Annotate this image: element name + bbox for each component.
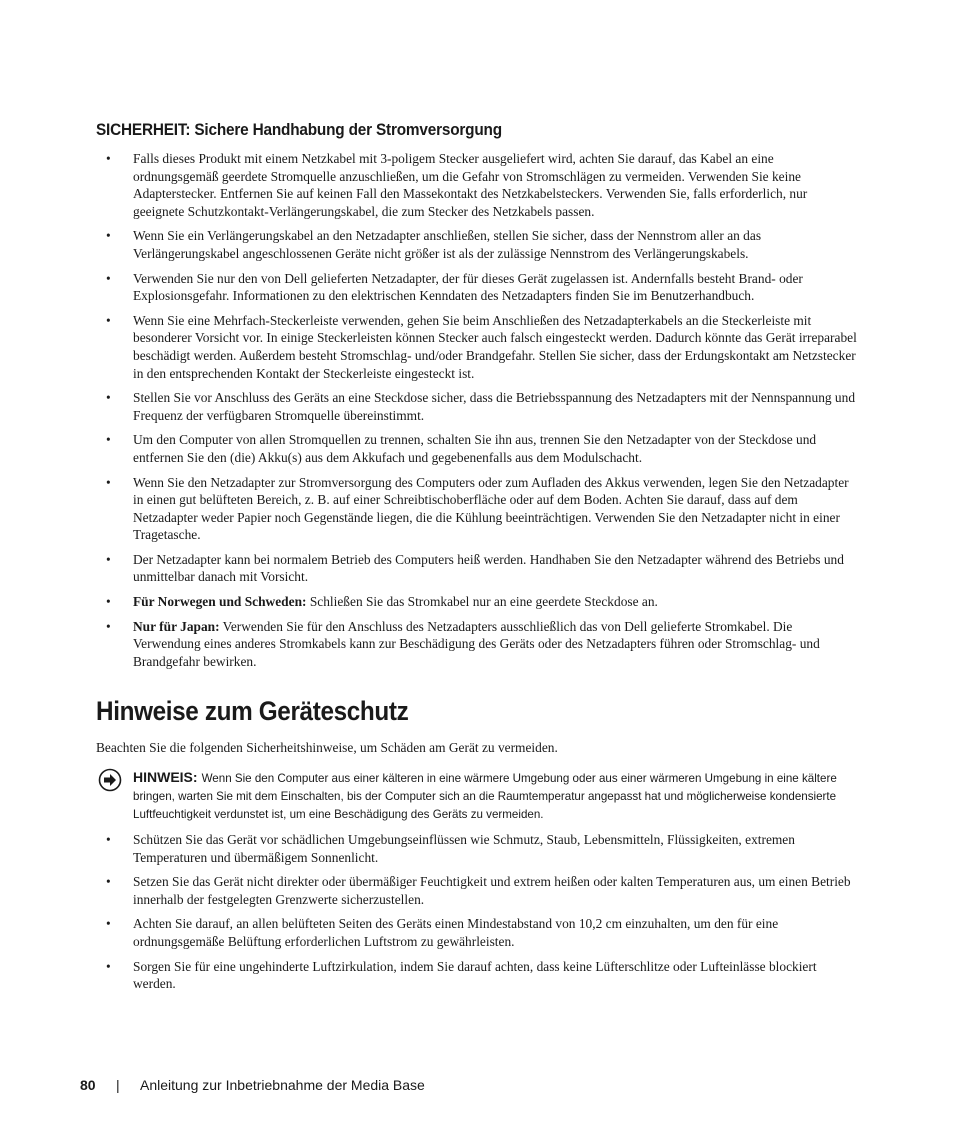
intro-paragraph: Beachten Sie die folgenden Sicherheitshinweise, um Schäden am Gerät zu vermeiden.	[96, 740, 558, 756]
list-item: • Der Netzadapter kann bei normalem Betrieb des Computers heiß werden. Handhaben Sie den Netzadapter während des Betriebs und unmittelbar danach mit Vorsicht.	[106, 551, 844, 585]
note-block	[96, 768, 858, 824]
list-item: • Verwenden Sie nur den von Dell gelieferten Netzadapter, der für dieses Gerät zugelassen ist. Andernfalls besteht Brand- oder Explosionsgefahr. Informationen zu den elektrischen Kenndaten des Netzadapters finden Sie im Benutzerhandbuch.	[106, 270, 803, 304]
list-item: • Stellen Sie vor Anschluss des Geräts an eine Steckdose sicher, dass die Betriebsspannung des Netzadapters mit der Nennspannung und Frequenz der verfügbaren Stromquelle übereinstimmt.	[106, 390, 856, 423]
list-item: • Achten Sie darauf, an allen belüfteten Seiten des Geräts einen Mindestabstand von 10,2 cm einzuhalten, um den für eine ordnungsgemäße Belüftung erforderlichen Luftstrom zu gewährleisten.	[106, 916, 779, 949]
list-item: • Sorgen Sie für eine ungehinderte Luftzirkulation, indem Sie darauf achten, dass keine Lüfterschlitze oder Lufteinlässe blockiert werden.	[106, 958, 817, 992]
page-number: 80	[80, 1077, 96, 1093]
protection-bullet-list	[96, 831, 858, 993]
section-heading-safety: SICHERHEIT: Sichere Handhabung der Stromversorgung	[96, 121, 502, 139]
list-item: • Schützen Sie das Gerät vor schädlichen Umgebungseinflüssen wie Schmutz, Staub, Lebensmitteln, Flüssigkeiten, extremen Temperaturen und übermäßigem Sonnenlicht.	[106, 832, 795, 865]
page-content	[96, 121, 858, 1000]
note-text: Wenn Sie den Computer aus einer kälteren in eine wärmere Umgebung oder aus einer wärmeren Umgebung in eine kältere bringen, warten Sie mit dem Einschalten, bis der Computer sich an die Raumtemperatur angepasst hat und möglicherweise kondensierte Luftfeuchtigkeit verdunstet ist, um eine Beschädigung des Geräts zu vermeiden.	[133, 772, 837, 822]
list-item: • Setzen Sie das Gerät nicht direkter oder übermäßiger Feuchtigkeit und extrem heißen oder kalten Temperaturen aus, um einen Betrieb innerhalb der festgelegten Grenzwerte sicherzustellen.	[106, 874, 851, 907]
list-item: • Um den Computer von allen Stromquellen zu trennen, schalten Sie ihn aus, trennen Sie den Netzadapter von der Steckdose und entfernen Sie den (die) Akku(s) aus dem Akkufach und gegebenenfalls aus dem Modulschacht.	[106, 432, 817, 465]
footer-title: Anleitung zur Inbetriebnahme der Media Base	[140, 1077, 425, 1093]
list-item: • Falls dieses Produkt mit einem Netzkabel mit 3-poligem Stecker ausgeliefert wird, achten Sie darauf, das Kabel an eine ordnungsgemäß geerdete Stromquelle anzuschließen, um die Gefahr von Stromschlägen zu vermeiden. Verwenden Sie keine Adapterstecker. Entfernen Sie auf keinen Fall den Massekontakt des Netzkabelsteckers. Verwenden Sie, falls erforderlich, nur geeignete Schutzkontakt-Verlängerungskabel, die zum Stecker des Netzkabels passen.	[106, 151, 808, 219]
footer-separator: |	[116, 1077, 120, 1093]
list-item: • Nur für Japan: Verwenden Sie für den Anschluss des Netzadapters ausschließlich das von Dell gelieferte Stromkabel. Die Verwendung eines anderes Stromkabels kann zur Beschädigung des Geräts oder des Netzadapters führen oder Stromschlag- und Brandgefahr bewirken.	[106, 618, 820, 669]
list-item: • Für Norwegen und Schweden: Schließen Sie das Stromkabel nur an eine geerdete Steckdose an.	[106, 594, 658, 610]
list-item: • Wenn Sie eine Mehrfach-Steckerleiste verwenden, gehen Sie beim Anschließen des Netzadapterkabels an die Steckerleiste mit besonderer Vorsicht vor. In einige Steckerleisten können Stecker auch falsch eingesteckt werden. Dadurch könnte das Gerät irreparabel beschädigt werden. Außerdem besteht Stromschlag- und/oder Brandgefahr. Stellen Sie sicher, dass der Erdungskontakt am Netzstecker in den entsprechenden Kontakt der Steckerleiste eingesteckt ist.	[106, 312, 857, 381]
note-label: HINWEIS:	[133, 769, 198, 786]
list-item: • Wenn Sie ein Verlängerungskabel an den Netzadapter anschließen, stellen Sie sicher, dass der Nennstrom aller an das Verlängerungskabel angeschlossenen Geräte nicht größer ist als der zulässige Nennstrom des Verlängerungskabels.	[106, 228, 762, 261]
note-arrow-icon	[98, 768, 122, 792]
safety-bullet-list	[96, 150, 858, 670]
page-title: Hinweise zum Geräteschutz	[96, 696, 409, 727]
list-item: • Wenn Sie den Netzadapter zur Stromversorgung des Computers oder zum Aufladen des Akkus verwenden, legen Sie den Netzadapter in einen gut belüfteten Bereich, z. B. auf einer Schreibtischoberfläche oder auf dem Boden. Achten Sie darauf, dass auf dem Netzadapter weder Papier noch Gegenstände liegen, die die Kühlung beeinträchtigen. Verwenden Sie den Netzadapter nicht in einer Tragetasche.	[106, 474, 849, 543]
